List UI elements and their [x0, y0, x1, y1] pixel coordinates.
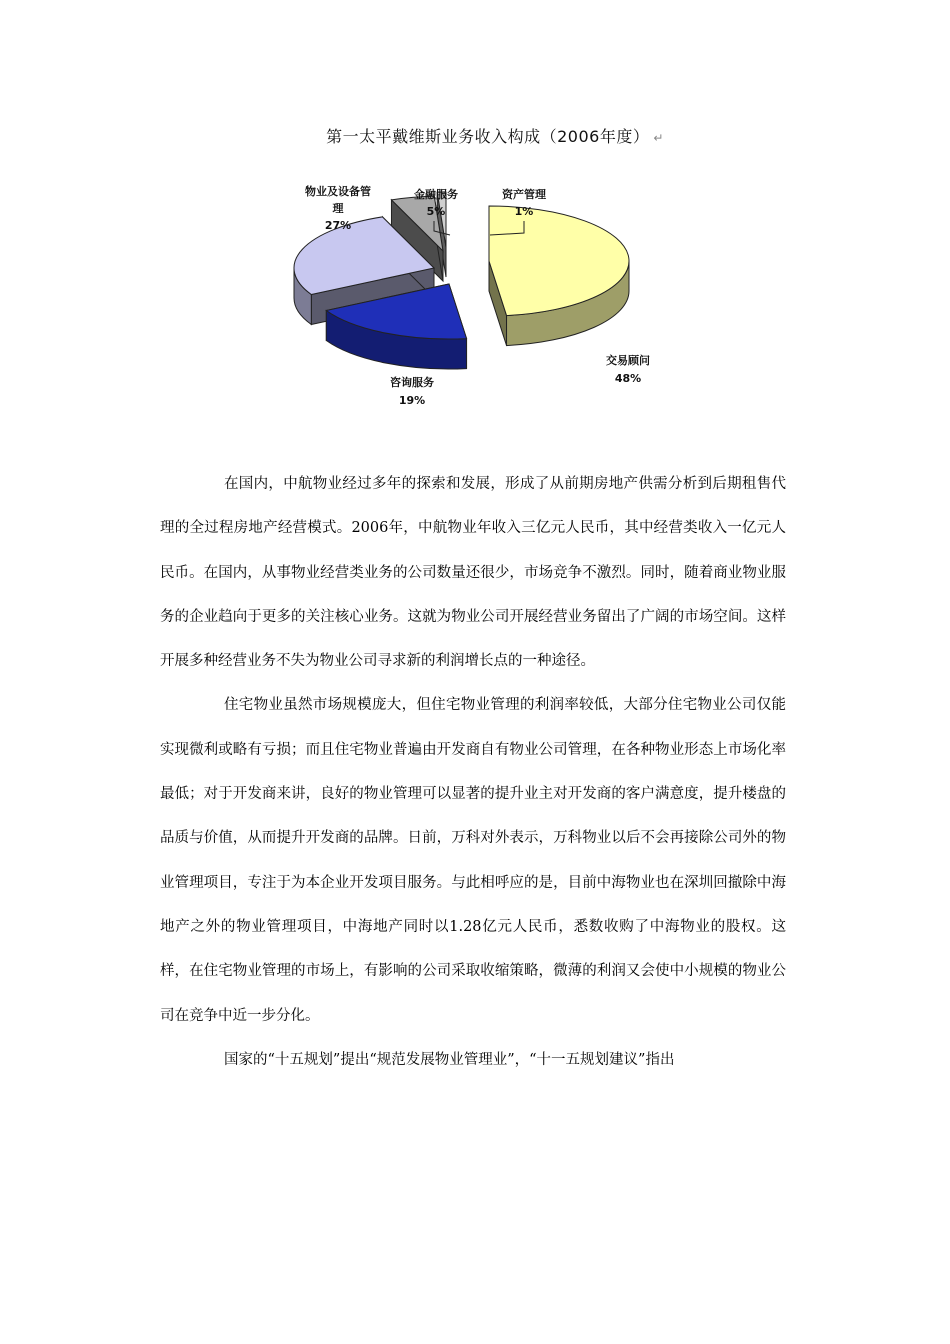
slice-name-advisory: 咨询服务 [390, 376, 434, 389]
slice-name-property-line2: 理 [332, 202, 344, 215]
chart-title-text: 第一太平戴维斯业务收入构成（2006年度） [326, 127, 650, 146]
slice-pct-property: 27% [324, 219, 352, 232]
slice-name-trading: 交易顾问 [606, 354, 650, 367]
chart-title [0, 124, 950, 147]
paragraph: 国家的“十五规划”提出“规范发展物业管理业”，“十一五规划建议”指出 [224, 1051, 675, 1068]
slice-name-property-line1: 物业及设备管 [305, 185, 371, 198]
slice-pct-trading: 48% [614, 372, 642, 385]
body-text [160, 462, 786, 1082]
slice-name-asset: 资产管理 [502, 188, 546, 201]
slice-pct-finance: 5% [426, 205, 446, 218]
slice-pct-asset: 1% [514, 205, 534, 218]
pie-chart [250, 175, 690, 420]
pie-slice-trading [489, 206, 629, 346]
paragraph: 在国内，中航物业经过多年的探索和发展，形成了从前期房地产供需分析到后期租售代理的全过程房地产经营模式。2006年，中航物业年收入三亿元人民币，其中经营类收入一亿元人民币。在国内，从事物业经营类业务的公司数量还很少，市场竞争不激烈。同时，随着商业物业服务的企业趋向于更多的关注核心业务。这就为物业公司开展经营业务留出了广阔的市场空间。这样开展多种经营业务不失为物业公司寻求新的利润增长点的一种途径。 [160, 476, 786, 670]
slice-pct-advisory: 19% [398, 394, 426, 407]
return-mark: ↵ [653, 131, 664, 145]
paragraph: 住宅物业虽然市场规模庞大，但住宅物业管理的利润率较低，大部分住宅物业公司仅能实现微利或略有亏损；而且住宅物业普遍由开发商自有物业公司管理，在各种物业形态上市场化率最低；对于开发商来讲，良好的物业管理可以显著的提升业主对开发商的客户满意度，提升楼盘的品质与价值，从而提升开发商的品牌。日前，万科对外表示，万科物业以后不会再接除公司外的物业管理项目，专注于为本企业开发项目服务。与此相呼应的是，目前中海物业也在深圳回撤除中海地产之外的物业管理项目，中海地产同时以1.28亿元人民币，悉数收购了中海物业的股权。这样，在住宅物业管理的市场上，有影响的公司采取收缩策略，微薄的利润又会使中小规模的物业公司在竞争中近一步分化。 [160, 697, 786, 1024]
slice-name-finance: 金融服务 [414, 188, 458, 201]
